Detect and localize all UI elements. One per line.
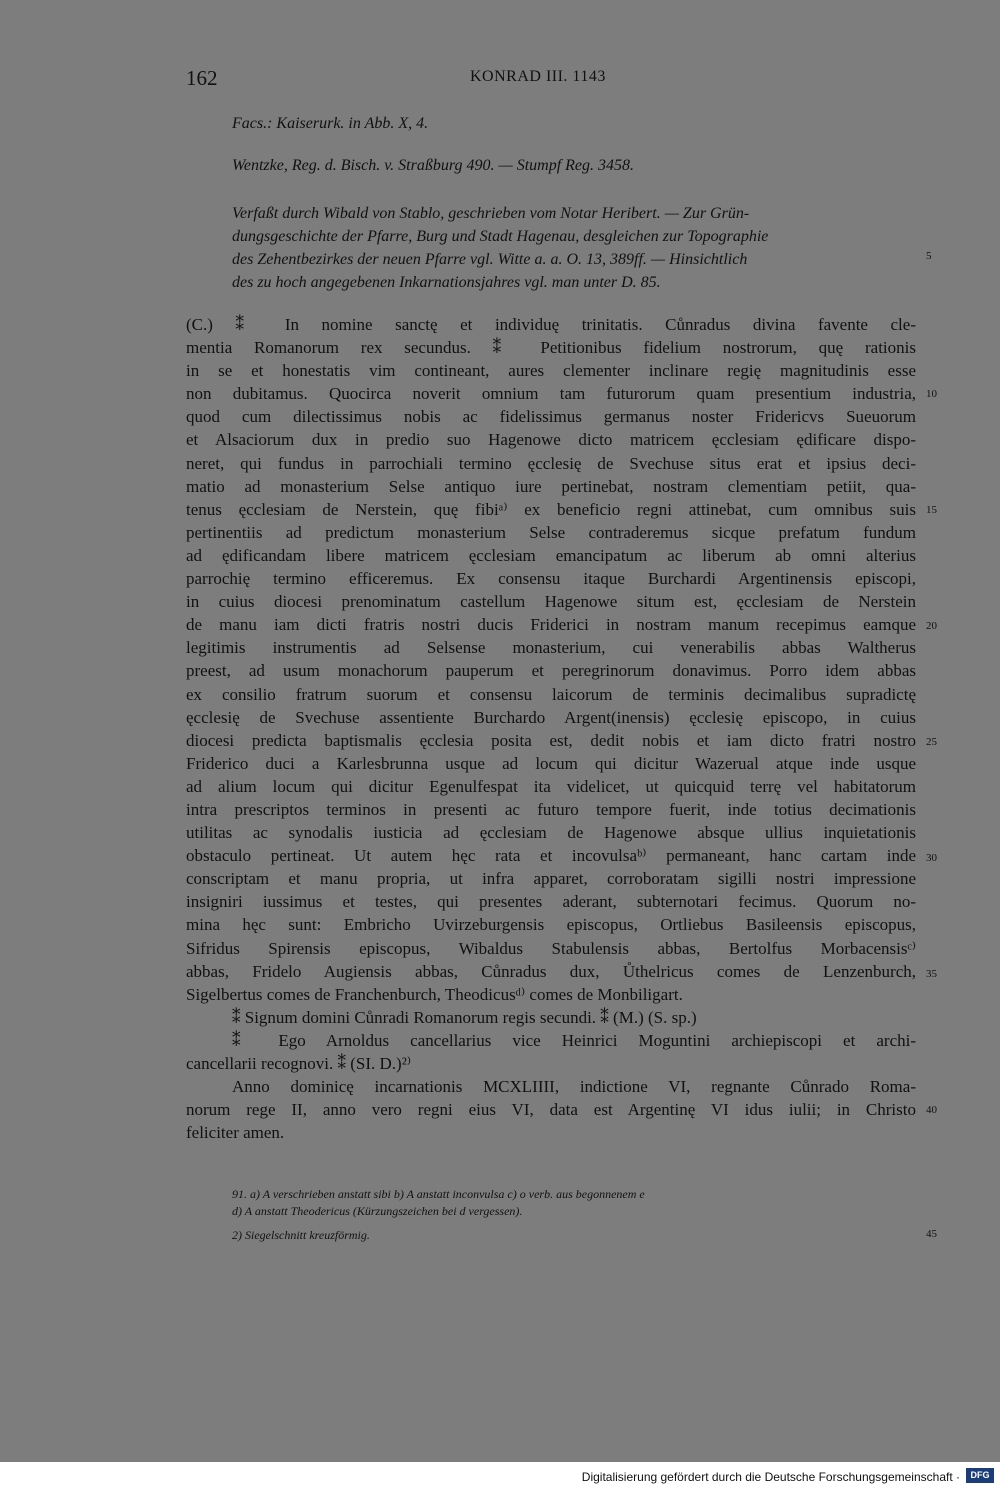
charter-line: ex consilio fratrum suorum et consensu laicorum de terminis decimalibus supradictę (186, 684, 916, 704)
margin-line-number: 25 (926, 736, 937, 748)
charter-line: in cuius diocesi prenominatum castellum Hagenowe situm est, ęcclesiam de Nerstein (186, 592, 916, 612)
margin-line-number: 15 (926, 504, 937, 516)
margin-line-number: 20 (926, 620, 937, 632)
charter-line: abbas, Fridelo Augiensis abbas, Cůnradus dux, Ůthelricus comes de Lenzenburch, (186, 961, 916, 981)
charter-line: ad alium locum qui dicitur Egenulfespat ita videlicet, ut quicquid terrę vel habitatorum (186, 776, 916, 796)
charter-line: mina hęc sunt: Embricho Uvirzeburgensis episcopus, Ortliebus Basileensis episcopus, (186, 915, 916, 935)
signum-line: ⁑ Signum domini Cůnradi Romanorum regis secundi. ⁑ (M.) (S. sp.) (232, 1007, 697, 1027)
charter-line: tenus ęcclesiam de Nerstein, quę fibiᵃ⁾ ex beneficio regni attinebat, cum omnibus suis (186, 499, 916, 519)
charter-line: diocesi predicta baptismalis ęcclesia posita est, dedit nobis et iam dicto fratri nostro (186, 730, 916, 750)
charter-line: preest, ad usum monachorum pauperum et peregrinorum donavimus. Porro idem abbas (186, 661, 916, 681)
charter-line: neret, qui fundus in parrochiali termino ęcclesię de Svechuse situs erat et ipsius deci- (186, 453, 916, 473)
footer-bar (0, 1462, 1000, 1490)
commentary-line: des Zehentbezirkes der neuen Pfarre vgl. Witte a. a. O. 13, 389ff. — Hinsichtlich (232, 251, 748, 268)
charter-line: pertinentiis ad predictum monasterium Selse contraderemus sicque prefatum fundum (186, 522, 916, 542)
charter-line: (C.) ⁑ In nomine sanctę et individuę trinitatis. Cůnradus divina favente cle- (186, 315, 916, 334)
charter-line: mentia Romanorum rex secundus. ⁑ Petitionibus fidelium nostrorum, quę rationis (186, 338, 916, 358)
charter-line: insigniri iussimus et testes, qui presentes aderant, subternotari fecimus. Quorum no- (186, 892, 916, 912)
charter-line: Friderico duci a Karlesbrunna usque ad locum qui dicitur Wazerual atque inde usque (186, 753, 916, 773)
charter-line: intra prescriptos terminos in presenti ac futuro tempore fuerit, inde totius decimationis (186, 799, 916, 819)
charter-line: quod cum dilectissimus nobis ac fidelissimus germanus noster Fridericvs Sueuorum (186, 407, 916, 427)
recognition-line: cancellarii recognovi. ⁑ (SI. D.)²⁾ (186, 1054, 411, 1073)
charter-line: in se et honestatis vim contineant, aures clementer inclinare regię magnitudinis esse (186, 361, 916, 381)
regest-references: Wentzke, Reg. d. Bisch. v. Straßburg 490. — Stumpf Reg. 3458. (232, 157, 635, 174)
charter-line: ad ędificandam libere matricem ęcclesiam emancipatum ac liberum ab omni alterius (186, 545, 916, 565)
commentary-line: dungsgeschichte der Pfarre, Burg und Stadt Hagenau, desgleichen zur Topographie (232, 228, 769, 245)
charter-line: non dubitamus. Quocirca noverit omnium tam futurorum quam presentium industria, (186, 384, 916, 404)
page-number: 162 (186, 66, 218, 90)
running-title: KONRAD III. 1143 (470, 68, 606, 85)
margin-line-number: 30 (926, 852, 937, 864)
margin-line-number: 10 (926, 388, 937, 400)
footnote-line: d) A anstatt Theodericus (Kürzungszeichen bei d vergessen). (232, 1204, 523, 1218)
recognition-line: ⁑ Ego Arnoldus cancellarius vice Heinrici Moguntini archiepiscopi et archi- (232, 1030, 916, 1050)
margin-line-number: 40 (926, 1104, 937, 1116)
charter-line: utilitas ac synodalis iusticia ad ęcclesiam de Hagenowe absque ullius inquietationis (186, 823, 916, 843)
funding-credit: Digitalisierung gefördert durch die Deutsche Forschungsgemeinschaft · (581, 1470, 960, 1484)
dating-line: norum rege II, anno vero regni eius VI, data est Argentinę VI idus iulii; in Christo (186, 1100, 916, 1120)
charter-line: Sigelbertus comes de Franchenburch, Theodicusᵈ⁾ comes de Monbiligart. (186, 984, 683, 1004)
footnotes (232, 1186, 916, 1244)
charter-line: ęcclesię de Svechuse assentiente Burchardo Argent(inensis) ęcclesię episcopo, in cuius (186, 707, 916, 727)
commentary-line: Verfaßt durch Wibald von Stablo, geschrieben vom Notar Heribert. — Zur Grün- (232, 205, 750, 222)
margin-line-number: 35 (926, 968, 937, 980)
charter-line: de manu iam dicti fratris nostri ducis Friderici in nostram manum recepimus eamque (186, 615, 916, 635)
charter-line: Sifridus Spirensis episcopus, Wibaldus Stabulensis abbas, Bertolfus Morbacensisᶜ⁾ (186, 938, 916, 958)
commentary-paragraph (232, 202, 922, 294)
dfg-logo: DFG (966, 1468, 994, 1483)
facsimile-note: Facs.: Kaiserurk. in Abb. X, 4. (232, 115, 429, 132)
charter-line: matio ad monasterium Selse antiquo iure pertinebat, nostram clementiam petiit, qua- (186, 476, 916, 496)
margin-line-number: 45 (926, 1228, 937, 1240)
charter-line: et Alsaciorum dux in predio suo Hagenowe dicto matricem ęcclesiam ędificare dispo- (186, 430, 916, 450)
charter-line: parrochię termino efficeremus. Ex consensu itaque Burchardi Argentinensis episcopi, (186, 569, 916, 589)
charter-line: obstaculo pertineat. Ut autem hęc rata et incovulsaᵇ⁾ permaneant, hanc cartam inde (186, 846, 916, 866)
charter-text (186, 313, 916, 1144)
margin-line-number: 5 (926, 250, 932, 262)
charter-line: conscriptam et manu propria, ut infra apparet, corroboratam sigilli nostri impressione (186, 869, 916, 889)
commentary-line: des zu hoch angegebenen Inkarnationsjahres vgl. man unter D. 85. (232, 274, 661, 291)
dating-line: Anno dominicę incarnationis MCXLIIII, indictione VI, regnante Cůnrado Roma- (232, 1077, 916, 1097)
footnote-line: 2) Siegelschnitt kreuzförmig. (232, 1228, 370, 1242)
footnote-line: 91. a) A verschrieben anstatt sibi b) A anstatt inconvulsa c) o verb. aus begonnenem e (232, 1187, 645, 1201)
dating-line: feliciter amen. (186, 1123, 285, 1143)
charter-line: legitimis instrumentis ad Selsense monasterium, cui venerabilis abbas Waltherus (186, 638, 916, 658)
